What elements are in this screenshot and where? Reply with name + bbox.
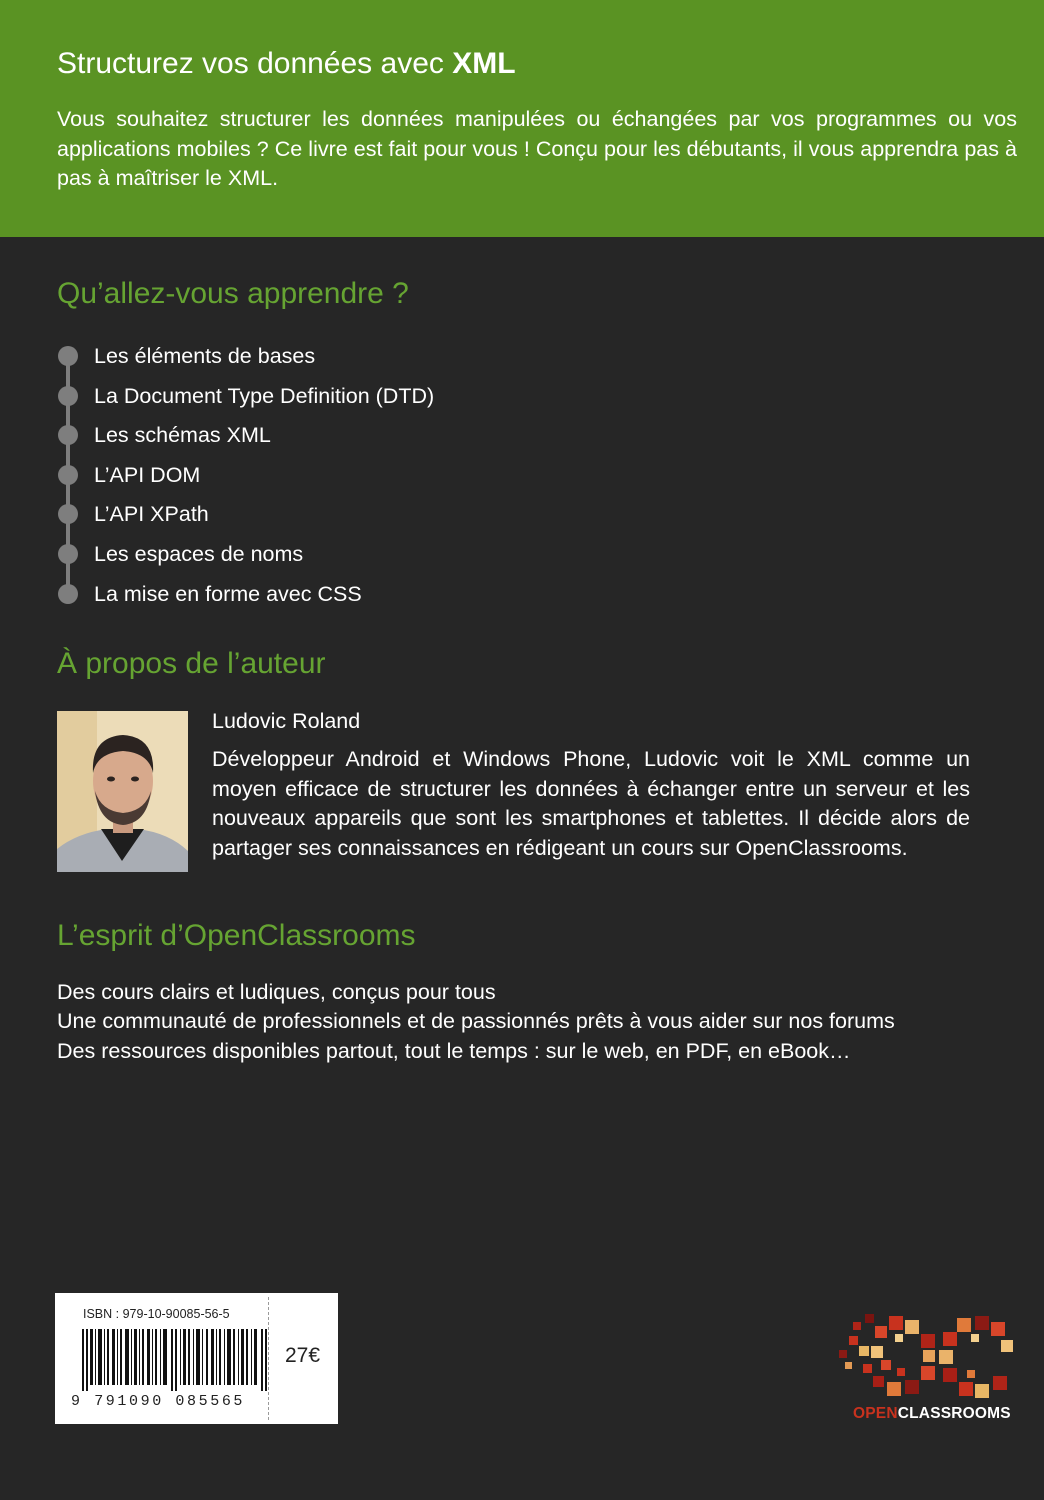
author-section-title: À propos de l’auteur [57, 647, 326, 680]
bullet-dot-icon [58, 544, 78, 564]
spirit-list [57, 978, 1007, 1066]
logo-word-classrooms: CLASSROOMS [897, 1405, 1011, 1422]
timeline-item-label: Les éléments de bases [94, 344, 316, 368]
book-title-bold: XML [452, 47, 516, 80]
bullet-dot-icon [58, 386, 78, 406]
timeline-item-label: Les espaces de noms [94, 542, 304, 566]
timeline-item-label: L’API XPath [94, 502, 209, 526]
barcode-icon [82, 1329, 270, 1391]
timeline-item-label: Les schémas XML [94, 423, 271, 447]
price: 27€ [285, 1344, 321, 1367]
openclassrooms-logo [835, 1310, 1017, 1425]
isbn-label: ISBN : 979-10-90085-56-5 [83, 1307, 230, 1321]
header-banner [0, 0, 1044, 237]
spirit-section-title: L’esprit d’OpenClassrooms [57, 919, 416, 952]
barcode-digits: 9 791090 085565 [71, 1393, 246, 1410]
author-photo [57, 711, 188, 872]
bullet-dot-icon [58, 465, 78, 485]
spirit-line: Une communauté de professionnels et de passionnés prêts à vous aider sur nos forums [57, 1009, 895, 1034]
learn-section-title: Qu’allez-vous apprendre ? [57, 277, 409, 310]
learn-timeline [58, 344, 478, 614]
book-title-prefix: Structurez vos données avec [57, 47, 453, 80]
spirit-line: Des ressources disponibles partout, tout le temps : sur le web, en PDF, en eBook… [57, 1038, 851, 1063]
author-bio: Développeur Android et Windows Phone, Ludovic voit le XML comme un moyen efficace de structurer les données à échanger entre un serveur et les nouveaux appareils que sont les smartphones et tablettes. Il décide alors de partager ses connaissances en rédigeant un cours sur OpenClassrooms. [212, 747, 970, 860]
bullet-dot-icon [58, 346, 78, 366]
spirit-line: Des cours clairs et ludiques, conçus pour tous [57, 980, 496, 1004]
book-title [57, 44, 516, 84]
timeline-item-label: La Document Type Definition (DTD) [94, 384, 435, 408]
isbn-divider [268, 1297, 269, 1420]
isbn-barcode-box [55, 1293, 338, 1424]
bullet-dot-icon [58, 584, 78, 604]
book-intro: Vous souhaitez structurer les données manipulées ou échangées par vos programmes ou vos applications mobiles ? Ce livre est fait pour vous ! Conçu pour les débutants, il vous apprendra pas à pas à maîtriser le XML. [57, 107, 1017, 190]
timeline-item-label: La mise en forme avec CSS [94, 582, 362, 606]
author-name: Ludovic Roland [212, 709, 361, 733]
logo-word-open: OPEN [853, 1405, 898, 1422]
author-portrait-icon [57, 711, 188, 872]
bullet-dot-icon [58, 504, 78, 524]
oc-logo-icon [835, 1310, 1017, 1402]
logo-wordmark [853, 1405, 1011, 1423]
bullet-dot-icon [58, 425, 78, 445]
timeline-item-label: L’API DOM [94, 463, 201, 487]
